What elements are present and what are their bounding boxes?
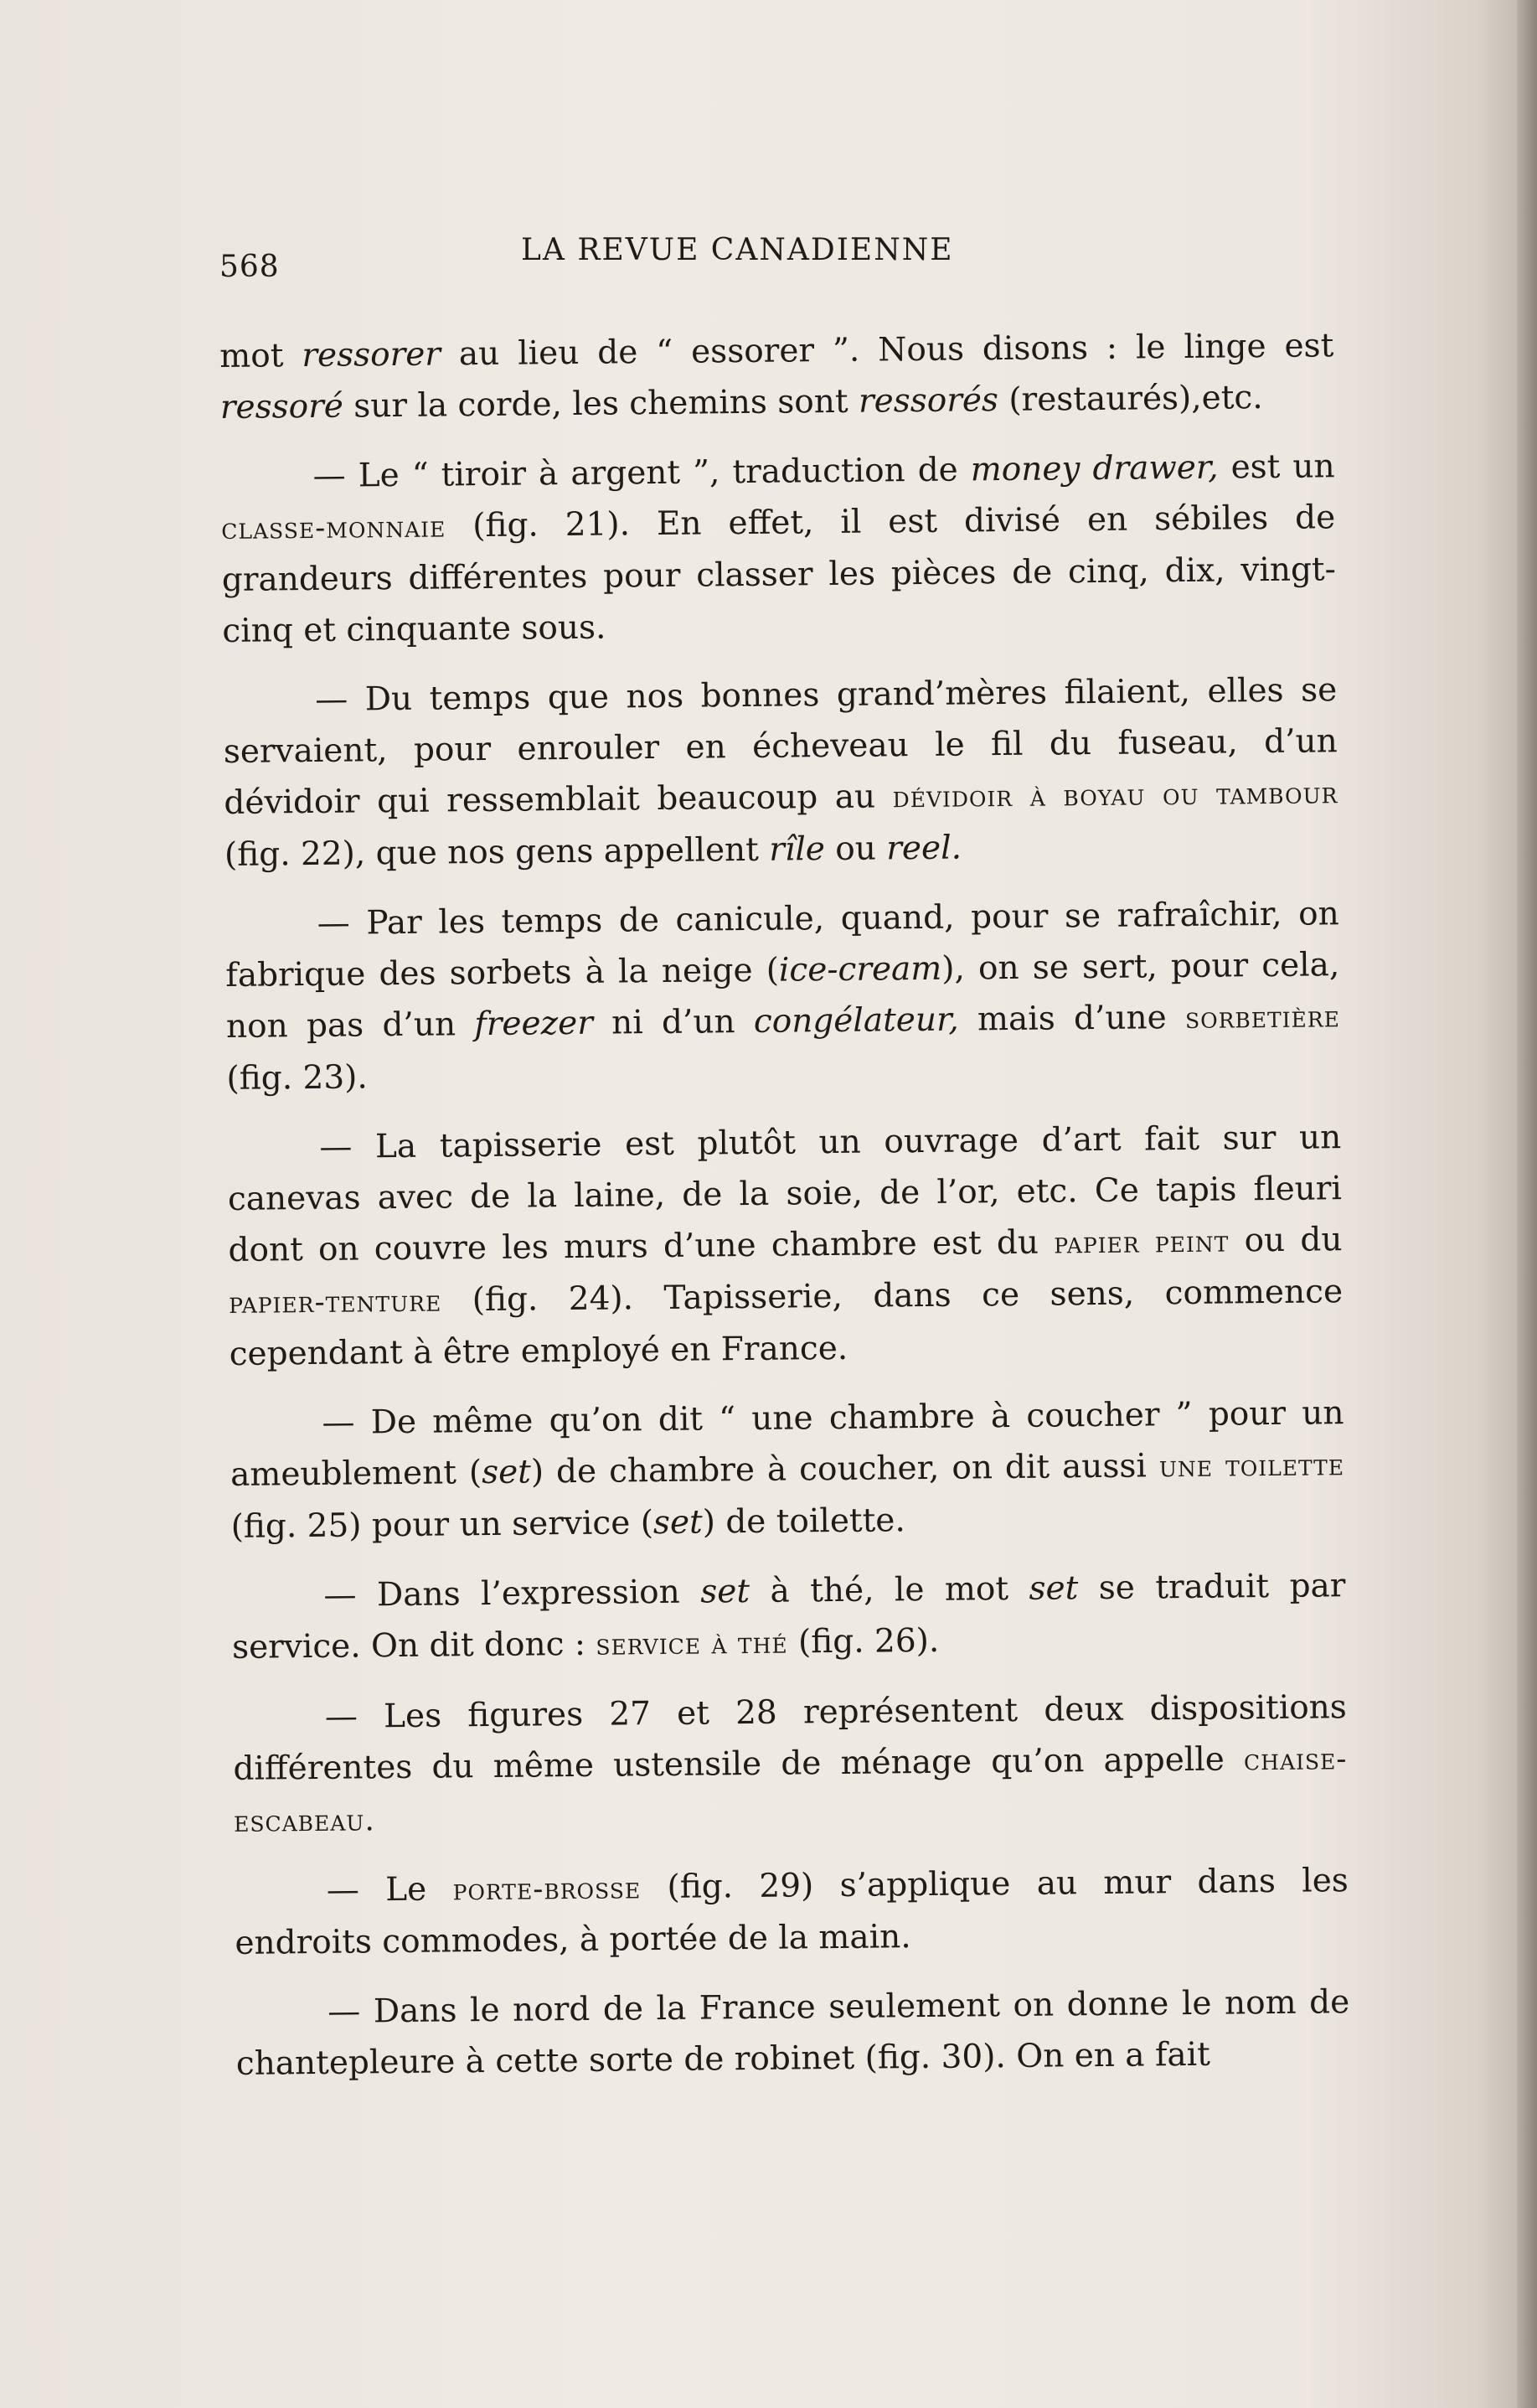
text-run: (fig. 26). (787, 1621, 940, 1661)
text-run: ) de toilette. (702, 1501, 905, 1542)
running-header (219, 233, 1350, 283)
text-run: (restaurés),etc. (998, 379, 1263, 420)
text-run: est un (1218, 447, 1335, 487)
text-run: ni d’un (592, 1002, 755, 1042)
text-run: ), on se sert, pour cela, non pas d’un (225, 946, 1340, 1046)
running-title: LA REVUE CANADIENNE (521, 233, 954, 267)
text-run: (fig. 29) s’applique au mur dans les endroits commodes, à portée de la main. (235, 1862, 1349, 1962)
text-run: — Par les temps de canicule, quand, pour se rafraîchir, on fabrique des sorbets à la neige ( (225, 895, 1339, 995)
italic-term: reel. (886, 829, 962, 868)
text-run: — Du temps que nos bonnes grand’mères filaient, elles se servaient, pour enrouler en écheveau le fil du fuseau, d’un dévidoir qui ressemblait beaucoup au (223, 671, 1338, 822)
text-run: ) de chambre à coucher, on dit aussi (530, 1447, 1160, 1491)
paragraph (233, 1682, 1349, 1847)
paragraph (225, 888, 1341, 1104)
body-text (219, 320, 1350, 2108)
small-caps-term: chaise-escabeau. (233, 1742, 1348, 1839)
italic-term: set (700, 1572, 750, 1611)
italic-term: set (481, 1453, 532, 1492)
italic-term: ressorer (302, 335, 441, 375)
text-run: sur la corde, les chemins sont (343, 382, 859, 426)
small-caps-term: classe-monnaie (221, 509, 446, 546)
paragraph (227, 1112, 1344, 1380)
small-caps-term: service à thé (596, 1625, 788, 1662)
italic-term: rîle (769, 830, 826, 869)
text-run: ou du (1229, 1221, 1343, 1260)
text-run: (fig. 22), que nos gens appellent (224, 830, 770, 874)
paragraph (219, 320, 1334, 433)
paragraph (231, 1560, 1346, 1674)
text-run: au lieu de “ essorer ”. Nous disons : le linge est (440, 327, 1334, 374)
text-run: — Le (326, 1870, 453, 1909)
paragraph (235, 1977, 1350, 2090)
text-run: — Dans l’expression (323, 1573, 701, 1615)
text-run: — Le “ tiroir à argent ”, traduction de (312, 451, 971, 495)
text-run: se traduit par service. On dit donc : (231, 1567, 1346, 1666)
text-run: à thé, le mot (749, 1569, 1029, 1610)
small-caps-term: porte-brosse (452, 1871, 642, 1908)
paragraph (235, 1855, 1349, 1969)
italic-term: set (1029, 1569, 1079, 1608)
text-run: — Les figures 27 et 28 représentent deux dispositions différentes du même ustensile de ménage qu’on appelle (233, 1688, 1348, 1788)
small-caps-term: sorbetière (1184, 1000, 1341, 1036)
italic-term: freezer (474, 1004, 594, 1044)
small-caps-term: dévidoir à boyau ou tambour (892, 776, 1338, 815)
italic-term: congélateur, (753, 1000, 959, 1041)
paragraph (220, 441, 1336, 657)
page-number: 568 (219, 250, 280, 284)
italic-term: money drawer, (970, 448, 1219, 489)
page-edge-shadow (1517, 0, 1537, 2408)
text-run: (fig. 25) pour un service ( (230, 1504, 654, 1546)
text-run: (fig. 24). Tapisserie, dans ce sens, commence cependant à être employé en France. (229, 1273, 1344, 1373)
text-run: (fig. 21). En effet, il est divisé en sébiles de grandeurs différentes pour classer les pièces de cinq, dix, vingt-cinq et cinquante sous. (221, 499, 1337, 650)
italic-term: ice-cream (778, 949, 942, 990)
paragraph (223, 664, 1338, 881)
italic-term: set (652, 1503, 703, 1542)
italic-term: ressoré (219, 387, 344, 426)
text-run: mot (219, 337, 302, 375)
text-run: mais d’une (958, 998, 1186, 1039)
text-run: (fig. 23). (226, 1058, 369, 1098)
text-run: ou (824, 829, 887, 869)
small-caps-term: papier-tenture (228, 1284, 442, 1320)
text-run: — La tapisserie est plutôt un ouvrage d’art fait sur un canevas avec de la laine, de la soie, de l’or, etc. Ce tapis fleuri dont on couvre les murs d’une chambre est du (227, 1119, 1343, 1269)
paragraph (230, 1387, 1345, 1553)
small-caps-term: papier peint (1054, 1224, 1230, 1261)
small-caps-term: une toilette (1158, 1448, 1345, 1485)
text-run: — De même qu’on dit “ une chambre à coucher ” pour un ameublement ( (230, 1394, 1344, 1494)
italic-term: ressorés (858, 381, 999, 421)
text-run: — Dans le nord de la France seulement on donne le nom de chantepleure à cette sorte de robinet (fig. 30). On en a fait (235, 1983, 1350, 2083)
